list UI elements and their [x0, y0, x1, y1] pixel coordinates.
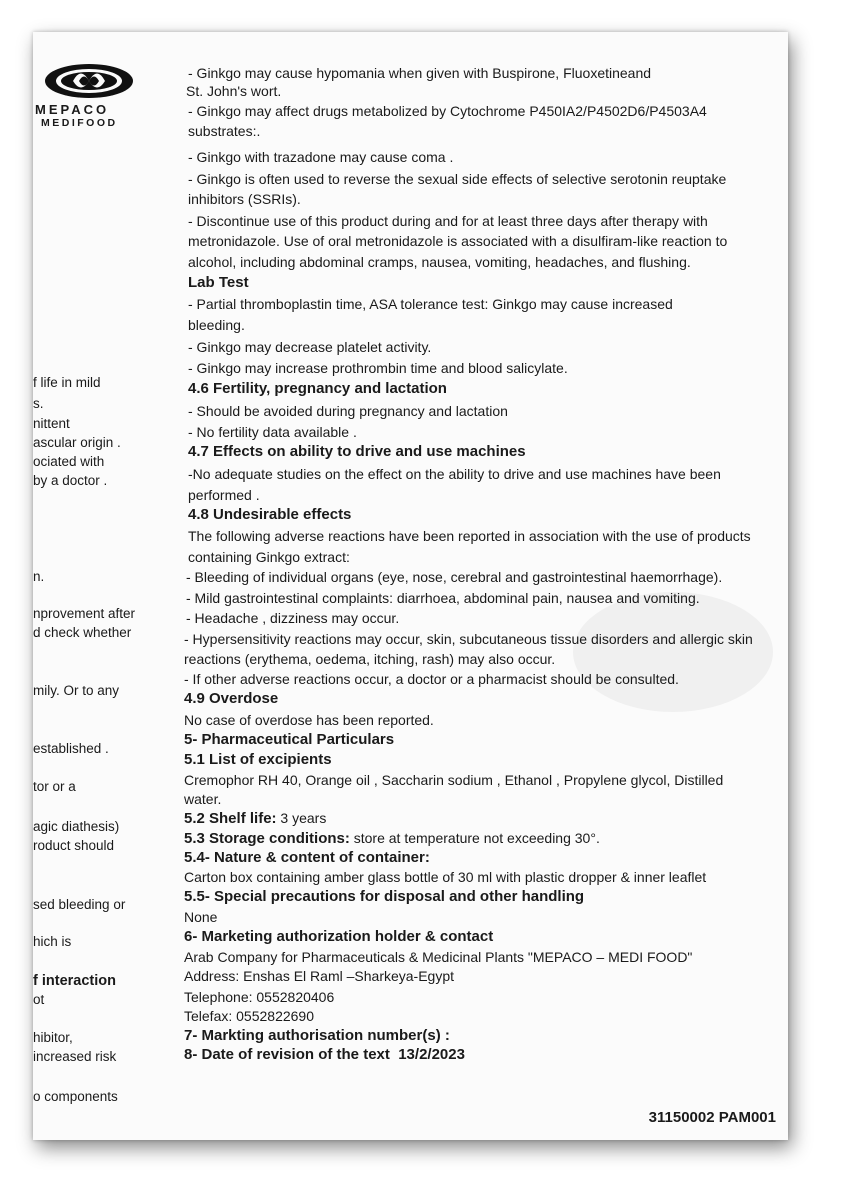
- section-heading: 5.1 List of excipients: [184, 751, 332, 768]
- text-line: St. John's wort.: [186, 83, 282, 99]
- left-fragment: nprovement after: [33, 606, 136, 621]
- left-fragment: established .: [33, 741, 109, 756]
- text-line: - Ginkgo may increase prothrombin time and blood salicylate.: [188, 360, 568, 376]
- brand-subtitle: MEDIFOOD: [41, 117, 118, 129]
- text-line: - Ginkgo may decrease platelet activity.: [188, 339, 432, 355]
- text-line: - Partial thromboplastin time, ASA tolerance test: Ginkgo may cause increased: [188, 296, 673, 312]
- footer-code: 31150002 PAM001: [648, 1109, 776, 1126]
- shelf-life-value: 3 years: [280, 810, 327, 826]
- left-fragment: ascular origin .: [33, 435, 121, 450]
- section-heading: 6- Marketing authorization holder & contact: [184, 928, 494, 945]
- section-heading: 4.6 Fertility, pregnancy and lactation: [188, 380, 447, 397]
- section-heading: 7- Markting authorisation number(s) :: [184, 1027, 450, 1044]
- text-line: - No fertility data available .: [188, 424, 357, 440]
- text-line: The following adverse reactions have been reported in association with the use of products: [188, 528, 751, 544]
- text-line: containing Ginkgo extract:: [188, 549, 350, 565]
- text-line: bleeding.: [188, 317, 245, 333]
- left-fragment: ot: [33, 992, 45, 1007]
- text-line: performed .: [188, 487, 260, 503]
- section-heading: 4.9 Overdose: [184, 690, 279, 707]
- text-line: Telefax: 0552822690: [184, 1008, 314, 1024]
- text-line: - Ginkgo is often used to reverse the sexual side effects of selective serotonin reuptake: [188, 171, 727, 187]
- left-fragment: nittent: [33, 416, 70, 431]
- text-line: Arab Company for Pharmaceuticals & Medicinal Plants "MEPACO – MEDI FOOD": [184, 949, 693, 965]
- text-line: Cremophor RH 40, Orange oil , Saccharin sodium , Ethanol , Propylene glycol, Distilled: [184, 772, 724, 788]
- leaflet-page: [33, 32, 788, 1140]
- text-line: - Ginkgo may cause hypomania when given with Buspirone, Fluoxetineand: [188, 65, 652, 81]
- section-heading: 4.7 Effects on ability to drive and use machines: [188, 443, 526, 460]
- text-line: reactions (erythema, oedema, itching, rash) may also occur.: [184, 651, 556, 667]
- revision-date-value: 13/2/2023: [398, 1046, 465, 1063]
- storage-line: [184, 829, 600, 848]
- left-fragment: d check whether: [33, 625, 132, 640]
- text-line: - Mild gastrointestinal complaints: diarrhoea, abdominal pain, nausea and vomiting.: [186, 590, 700, 606]
- brand-name: MEPACO: [35, 102, 110, 117]
- left-fragment: f interaction: [33, 973, 116, 989]
- shelf-life-line: [184, 809, 326, 828]
- text-line: Telephone: 0552820406: [184, 989, 335, 1005]
- storage-label: 5.3 Storage conditions:: [184, 830, 350, 847]
- left-fragment: hibitor,: [33, 1030, 73, 1045]
- left-fragment: f life in mild: [33, 375, 101, 390]
- text-line: -No adequate studies on the effect on the ability to drive and use machines have been: [188, 466, 721, 482]
- text-line: - Hypersensitivity reactions may occur, skin, subcutaneous tissue disorders and allergic skin: [184, 631, 753, 647]
- revision-date-line: [184, 1046, 465, 1064]
- text-line: Address: Enshas El Raml –Sharkeya-Egypt: [184, 968, 455, 984]
- left-fragment: ociated with: [33, 454, 105, 469]
- text-line: - Should be avoided during pregnancy and lactation: [188, 403, 508, 419]
- text-line: No case of overdose has been reported.: [184, 712, 434, 728]
- smudge-mark: [573, 592, 773, 712]
- text-line: substrates:.: [188, 123, 261, 139]
- section-heading: 4.8 Undesirable effects: [188, 506, 352, 523]
- left-fragment: agic diathesis): [33, 819, 120, 834]
- text-line: water.: [184, 791, 222, 807]
- left-fragment: tor or a: [33, 779, 76, 794]
- text-line: inhibitors (SSRIs).: [188, 191, 301, 207]
- text-line: - Discontinue use of this product during and for at least three days after therapy with: [188, 213, 708, 229]
- left-fragment: roduct should: [33, 838, 115, 853]
- text-line: - Ginkgo with trazadone may cause coma .: [188, 149, 454, 165]
- shelf-life-label: 5.2 Shelf life:: [184, 810, 277, 827]
- text-line: - Ginkgo may affect drugs metabolized by Cytochrome P450IA2/P4502D6/P4503A4: [188, 103, 707, 119]
- left-fragment: by a doctor .: [33, 473, 108, 488]
- revision-date-label: 8- Date of revision of the text: [184, 1046, 390, 1063]
- left-fragment: n.: [33, 569, 45, 584]
- left-fragment: mily. Or to any: [33, 683, 120, 698]
- left-fragment: hich is: [33, 934, 72, 949]
- section-heading: Lab Test: [188, 274, 249, 291]
- text-line: - Bleeding of individual organs (eye, nose, cerebral and gastrointestinal haemorrhage).: [186, 569, 723, 585]
- section-heading: 5.4- Nature & content of container:: [184, 849, 430, 866]
- text-line: metronidazole. Use of oral metronidazole is associated with a disulfiram-like reaction to: [188, 233, 728, 249]
- storage-value: store at temperature not exceeding 30°.: [353, 830, 600, 846]
- section-heading: 5- Pharmaceutical Particulars: [184, 731, 395, 748]
- left-fragment: o components: [33, 1089, 118, 1104]
- left-fragment: s.: [33, 396, 44, 411]
- left-column-fragments: [33, 32, 183, 1140]
- text-line: - If other adverse reactions occur, a doctor or a pharmacist should be consulted.: [184, 671, 679, 687]
- text-line: None: [184, 909, 218, 925]
- text-line: alcohol, including abdominal cramps, nausea, vomiting, headaches, and flushing.: [188, 254, 691, 270]
- section-heading: 5.5- Special precautions for disposal and other handling: [184, 888, 585, 905]
- left-fragment: increased risk: [33, 1049, 117, 1064]
- text-line: - Headache , dizziness may occur.: [186, 610, 400, 626]
- text-line: Carton box containing amber glass bottle of 30 ml with plastic dropper & inner leaflet: [184, 869, 707, 885]
- left-fragment: sed bleeding or: [33, 897, 126, 912]
